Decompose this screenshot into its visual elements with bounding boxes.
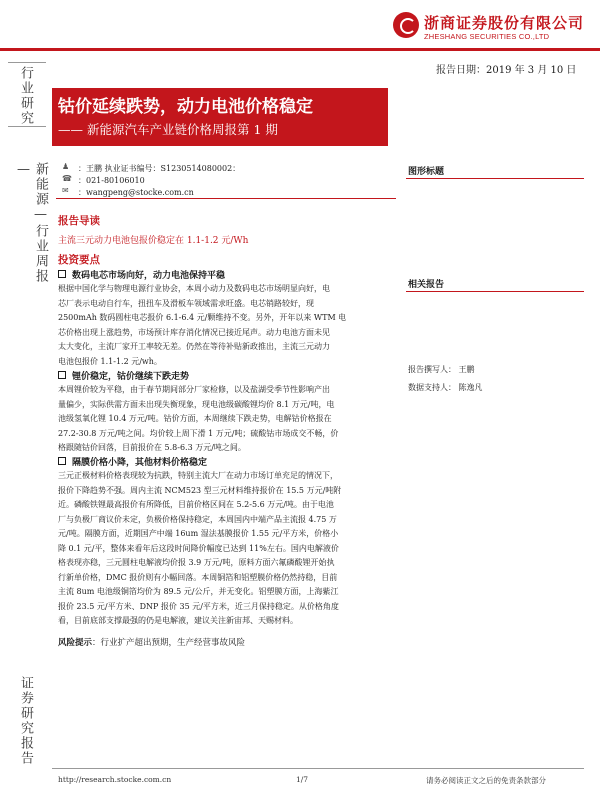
report-subtitle: —— 新能源汽车产业链价格周报第 1 期 [58, 122, 278, 137]
sidebar-divider-bottom [8, 126, 46, 127]
risk-label: 风险提示 [58, 638, 93, 648]
risk-note [58, 636, 245, 648]
risk-text: ：行业扩产超出预期，生产经营事故风险 [92, 638, 246, 648]
report-date: 报告日期：2019 年 3 月 10 日 [436, 65, 577, 76]
page-number: 1/7 [296, 775, 309, 784]
report-title: 钴价延续跌势，动力电池价格稳定 [58, 97, 313, 117]
guide-heading: 报告导读 [58, 215, 100, 227]
header-rule [0, 48, 600, 51]
point-1-body: 根据中国化学与物理电源行业协会，本周小动力及数码电芯市场明显向好，电 芯厂表示电动自行车，扭扭车及滑板车领域需求旺盛。电芯销路较好，现 2500mAh 数码圆柱电芯报价 6.1-6.4 元/颗维持不变。另外，开年以来 WTM 电 芯价格出现上涨趋势，市场预计库存消化情况已接近尾声。动力电池方面未见 太大变化，主流厂家开工率较无差。仍然在等待补贴新政推出，主流三元动力 电池包报价 1.1-1.2 元/wh。 [58, 284, 347, 366]
footer-url[interactable]: http://research.stocke.com.cn [58, 775, 172, 784]
guide-text: 主流三元动力电池包报价稳定在 1.1-1.2 元/Wh [58, 236, 249, 246]
bullet-square-icon [58, 457, 66, 465]
point-1-title: 数码电芯市场向好，动力电池保持平稳 [58, 268, 225, 281]
sidebar-footer-label: 证券研究报告 [18, 676, 33, 766]
mail-icon: ✉ [62, 186, 69, 195]
author-data-support: 数据支持人： 陈逸凡 [408, 383, 483, 392]
point-2-body: 本周锂价较为平稳，由于春节期间部分厂家检修，以及盐湖受季节性影响产出 量偏少，实际供需方面未出现失衡现象，现电池级碳酸锂均价 8.1 万元/吨，电 池级氢氧化锂 10.4 万元/吨。钴价方面，本周继续下跌走势，电解钴价格报在 27.2-30.8 万元/吨之间。均价较上周下滑 1 万元/吨；硫酸钴市场成交不畅，价 格跟随钴价回落，目前报价在 5.8-6.3 万元/吨之间。 [58, 385, 339, 452]
company-name-en: ZHESHANG SECURITIES CO.,LTD [424, 32, 550, 41]
bullet-square-icon [58, 371, 66, 379]
analyst-rule [56, 198, 396, 199]
company-logo-icon [393, 12, 419, 38]
analyst-phone: ：021-80106010 [78, 176, 145, 185]
analyst-name: ：王鹏 执业证书编号：S1230514080002： [78, 164, 241, 173]
company-name-cn: 浙商证券股份有限公司 [424, 14, 585, 32]
person-icon: ♟ [62, 162, 70, 171]
sidebar-divider-top [8, 62, 46, 63]
related-rule [406, 291, 584, 292]
author-writer: 报告撰写人： 王鹏 [408, 365, 475, 374]
sidebar-category: 行业研究 [18, 66, 33, 126]
figure-heading: 图形标题 [408, 167, 445, 177]
points-heading: 投资要点 [58, 254, 100, 266]
figure-rule [406, 178, 584, 179]
footer-disclaimer-note: 请务必阅读正文之后的免责条款部分 [426, 776, 546, 785]
point-3-title: 隔膜价格小降，其他材料价格稳定 [58, 455, 207, 468]
footer-rule [52, 768, 584, 769]
point-2-title: 锂价稳定，钴价继续下跌走势 [58, 369, 189, 382]
bullet-square-icon [58, 270, 66, 278]
point-3-body: 三元正极材料价格表现较为抗跌，特别主流大厂在动力市场订单充足的情况下， 报价下降趋势不强。周内主流 NCM523 型三元材料维持报价在 15.5 万元/吨附 近。磷酸铁锂最高报价有所降低，目前价格区间在 5.2-5.6 万元/吨。由于电池 厂与负极厂商议价未定，负极价格保持稳定，本周国内中端产品主流报 4.75 万 元/吨。隔膜方面，近期国产中端 16um 湿法基膜报价 1.55 元/平方米，价格小 降 0.1 元/平，整体来看年后这段时间降价幅度已达到 11%左右。国内电解液价 格表现亦稳，三元圆柱电解液均价报 3.9 万元/吨，原料方面六氟磷酸锂开始执 行新单价格，DMC 报价则有小幅回落。本周铜箔和铝塑膜价格仍然持稳，目前 主流 8um 电池级铜箔均价为 89.5 元/公斤，并无变化。铝塑膜方面，上海紫江 报价 23.5 元/平方米、DNP 报价 35 元/平方米，近三月保持稳定。从价格角度 看，目前底部支撑最强的仍是电解液，建议关注新宙邦、天赐材料。 [58, 471, 342, 625]
sidebar-report-type: 新能源—行业周报— [16, 162, 48, 284]
phone-icon: ☎ [62, 174, 72, 183]
related-heading: 相关报告 [408, 280, 445, 290]
analyst-email[interactable]: ：wangpeng@stocke.com.cn [78, 188, 194, 197]
